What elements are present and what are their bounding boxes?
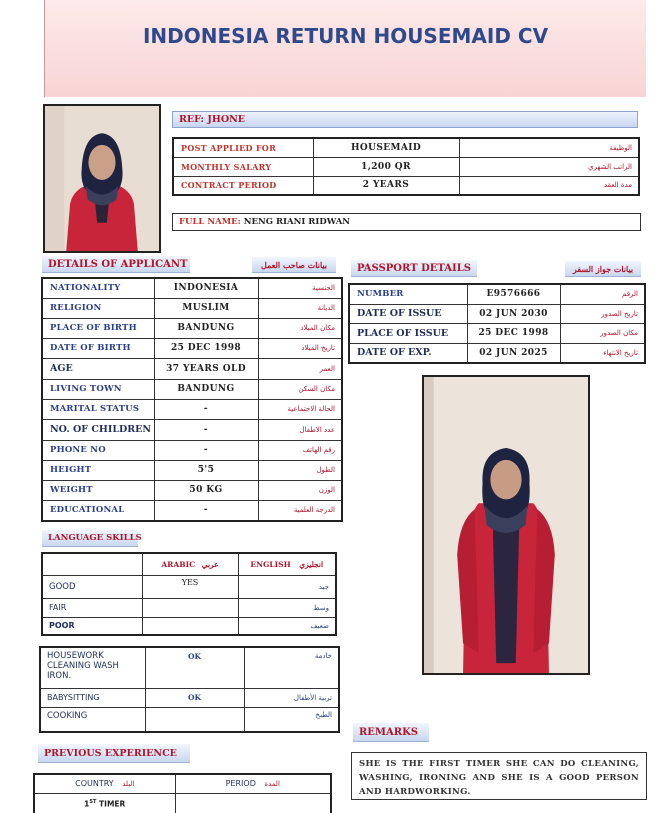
row-arabic: تاريخ الانتهاء bbox=[560, 343, 645, 363]
table-row bbox=[42, 338, 342, 358]
row-arabic: جيد bbox=[238, 575, 336, 598]
experience-section-header bbox=[38, 744, 190, 763]
skill-value: OK bbox=[145, 647, 244, 688]
row-label: DATE OF ISSUE bbox=[349, 304, 467, 323]
period-column-arabic: المدة bbox=[264, 780, 280, 789]
table-row bbox=[173, 176, 639, 195]
table-row bbox=[42, 617, 336, 635]
table-row bbox=[40, 688, 339, 707]
arabic-value bbox=[142, 598, 238, 617]
table-row bbox=[42, 500, 342, 521]
full-name-box bbox=[172, 213, 641, 231]
row-label: NUMBER bbox=[349, 284, 467, 304]
row-arabic: خادمة bbox=[244, 647, 339, 688]
ref-bar bbox=[172, 111, 638, 128]
row-arabic: العمر bbox=[258, 358, 342, 379]
row-arabic: عدد الاطفال bbox=[258, 419, 342, 440]
row-value: BANDUNG bbox=[154, 318, 258, 338]
arabic-column-label: ARABIC bbox=[161, 559, 196, 569]
passport-section-header bbox=[351, 260, 477, 277]
row-arabic: وسط bbox=[238, 598, 336, 617]
row-label: EDUCATIONAL bbox=[42, 500, 154, 521]
applicant-header-label: DETAILS OF APPLICANT bbox=[48, 258, 188, 270]
table-row bbox=[40, 647, 339, 688]
skills-header-label: SKILLS bbox=[106, 533, 142, 543]
page-title: INDONESIA RETURN HOUSEMAID CV bbox=[142, 24, 549, 48]
row-label: PLACE OF ISSUE bbox=[349, 323, 467, 343]
table-row bbox=[349, 343, 645, 363]
row-label: HOUSEWORK CLEANING WASH IRON. bbox=[40, 647, 145, 688]
portrait-image bbox=[45, 106, 159, 251]
row-arabic: الوزن bbox=[258, 480, 342, 500]
row-label: BABYSITTING bbox=[40, 688, 145, 707]
english-column-header bbox=[238, 553, 336, 575]
applicant-header-arabic: بيانات صاحب العمل bbox=[252, 257, 336, 273]
job-table bbox=[172, 137, 640, 196]
table-row bbox=[42, 575, 336, 598]
country-column-header bbox=[34, 774, 175, 793]
first-row-superscript: ST bbox=[89, 798, 97, 805]
row-label: PHONE NO bbox=[42, 440, 154, 460]
table-row bbox=[42, 318, 342, 338]
language-header-label: LANGUAGE bbox=[48, 533, 104, 543]
experience-first-row-cell bbox=[34, 793, 175, 813]
row-label: HEIGHT bbox=[42, 460, 154, 480]
row-arabic: الطول bbox=[258, 460, 342, 480]
passport-table bbox=[348, 283, 646, 364]
row-arabic: الجنسية bbox=[258, 278, 342, 298]
row-arabic: تاريخ الميلاد bbox=[258, 338, 342, 358]
table-row bbox=[42, 480, 342, 500]
first-row-label: TIMER bbox=[99, 799, 126, 808]
row-value: 25 DEC 1998 bbox=[154, 338, 258, 358]
remarks-text: SHE IS THE FIRST TIMER SHE CAN DO CLEANING, WASHING, IRONING AND SHE IS A GOOD PERSON AND HARDWORKING. bbox=[351, 752, 647, 800]
job-arabic: الوظيفة bbox=[459, 138, 639, 157]
row-value: BANDUNG bbox=[154, 379, 258, 399]
row-arabic: الرقم bbox=[560, 284, 645, 304]
row-value: 02 JUN 2025 bbox=[467, 343, 560, 363]
experience-table bbox=[33, 773, 332, 813]
row-label: DATE OF EXP. bbox=[349, 343, 467, 363]
arabic-column-arabic: عربي bbox=[201, 559, 219, 569]
table-row bbox=[349, 284, 645, 304]
row-value: - bbox=[154, 419, 258, 440]
row-label: COOKING bbox=[40, 707, 145, 732]
row-arabic: الطبخ bbox=[244, 707, 339, 732]
table-row bbox=[40, 707, 339, 732]
full-body-portrait-image bbox=[424, 377, 588, 673]
passport-header-arabic: بيانات جواز السفر bbox=[565, 261, 641, 277]
experience-period-cell bbox=[175, 793, 331, 813]
row-value: 5'5 bbox=[154, 460, 258, 480]
job-value: HOUSEMAID bbox=[313, 138, 459, 157]
row-arabic: تاريخ الصدور bbox=[560, 304, 645, 323]
remarks-header-label: REMARKS bbox=[359, 726, 418, 738]
table-row bbox=[42, 440, 342, 460]
table-row bbox=[34, 774, 331, 793]
table-row bbox=[42, 598, 336, 617]
row-value: - bbox=[154, 440, 258, 460]
row-label: NO. OF CHILDREN bbox=[42, 419, 154, 440]
country-column-label: COUNTRY bbox=[75, 779, 114, 789]
ref-label: REF: bbox=[179, 114, 205, 125]
row-label: RELIGION bbox=[42, 298, 154, 318]
table-row bbox=[42, 419, 342, 440]
experience-header-label: PREVIOUS EXPERIENCE bbox=[44, 747, 177, 759]
language-section-header bbox=[42, 530, 142, 547]
job-arabic: الراتب الشهري bbox=[459, 157, 639, 176]
row-label: FAIR bbox=[42, 598, 142, 617]
row-arabic: تربية الأطفال bbox=[244, 688, 339, 707]
row-value: 50 KG bbox=[154, 480, 258, 500]
table-row bbox=[34, 793, 331, 813]
row-label: MARITAL STATUS bbox=[42, 399, 154, 419]
table-row bbox=[42, 298, 342, 318]
applicant-table bbox=[41, 277, 343, 522]
job-arabic: مدة العقد bbox=[459, 176, 639, 195]
arabic-value bbox=[142, 617, 238, 635]
empty-cell bbox=[42, 553, 142, 575]
row-label: POOR bbox=[42, 617, 142, 635]
table-row bbox=[173, 138, 639, 157]
row-value: 25 DEC 1998 bbox=[467, 323, 560, 343]
ref-value: JHONE bbox=[207, 114, 246, 125]
row-value: E9576666 bbox=[467, 284, 560, 304]
skills-table bbox=[39, 646, 340, 733]
full-name-label: FULL NAME: bbox=[179, 217, 241, 227]
row-value: - bbox=[154, 399, 258, 419]
table-row bbox=[42, 379, 342, 399]
remarks-section-header bbox=[353, 723, 429, 742]
skill-value: OK bbox=[145, 688, 244, 707]
passport-header-label: PASSPORT DETAILS bbox=[357, 262, 471, 274]
row-arabic: الدرجة العلمية bbox=[258, 500, 342, 521]
table-row bbox=[42, 553, 336, 575]
country-column-arabic: البلد bbox=[122, 780, 135, 789]
row-label: PLACE OF BIRTH bbox=[42, 318, 154, 338]
full-name-value: NENG RIANI RIDWAN bbox=[243, 217, 351, 227]
row-label: DATE OF BIRTH bbox=[42, 338, 154, 358]
row-value: MUSLIM bbox=[154, 298, 258, 318]
row-arabic: مكان الصدور bbox=[560, 323, 645, 343]
row-label: LIVING TOWN bbox=[42, 379, 154, 399]
english-column-label: ENGLISH bbox=[250, 559, 291, 569]
job-value: 2 YEARS bbox=[313, 176, 459, 195]
english-column-arabic: انجليزي bbox=[299, 559, 324, 569]
table-row bbox=[173, 157, 639, 176]
first-row-number: 1 bbox=[84, 799, 90, 808]
table-row bbox=[349, 323, 645, 343]
row-value: - bbox=[154, 500, 258, 521]
job-value: 1,200 QR bbox=[313, 157, 459, 176]
row-value: 37 YEARS OLD bbox=[154, 358, 258, 379]
table-row bbox=[42, 358, 342, 379]
table-row bbox=[42, 278, 342, 298]
table-row bbox=[42, 460, 342, 480]
job-label: MONTHLY SALARY bbox=[173, 157, 313, 176]
applicant-photo-large bbox=[422, 375, 590, 675]
applicant-photo-small bbox=[43, 104, 161, 253]
table-row bbox=[42, 399, 342, 419]
period-column-header bbox=[175, 774, 331, 793]
header-banner bbox=[44, 0, 646, 97]
row-value: 02 JUN 2030 bbox=[467, 304, 560, 323]
row-arabic: الديانة bbox=[258, 298, 342, 318]
applicant-section-header bbox=[42, 256, 190, 273]
row-arabic: الحالة الاجتماعية bbox=[258, 399, 342, 419]
table-row bbox=[349, 304, 645, 323]
job-label: CONTRACT PERIOD bbox=[173, 176, 313, 195]
row-label: WEIGHT bbox=[42, 480, 154, 500]
row-label: GOOD bbox=[42, 575, 142, 598]
arabic-value: YES bbox=[142, 575, 238, 598]
period-column-label: PERIOD bbox=[225, 779, 256, 789]
job-label: POST APPLIED FOR bbox=[173, 138, 313, 157]
row-arabic: ضعيف bbox=[238, 617, 336, 635]
row-label: NATIONALITY bbox=[42, 278, 154, 298]
row-label: AGE bbox=[42, 358, 154, 379]
row-arabic: مكان الميلاد bbox=[258, 318, 342, 338]
arabic-column-header bbox=[142, 553, 238, 575]
row-arabic: رقم الهاتف bbox=[258, 440, 342, 460]
row-arabic: مكان السكن bbox=[258, 379, 342, 399]
language-table bbox=[41, 552, 337, 636]
row-value: INDONESIA bbox=[154, 278, 258, 298]
skill-value bbox=[145, 707, 244, 732]
